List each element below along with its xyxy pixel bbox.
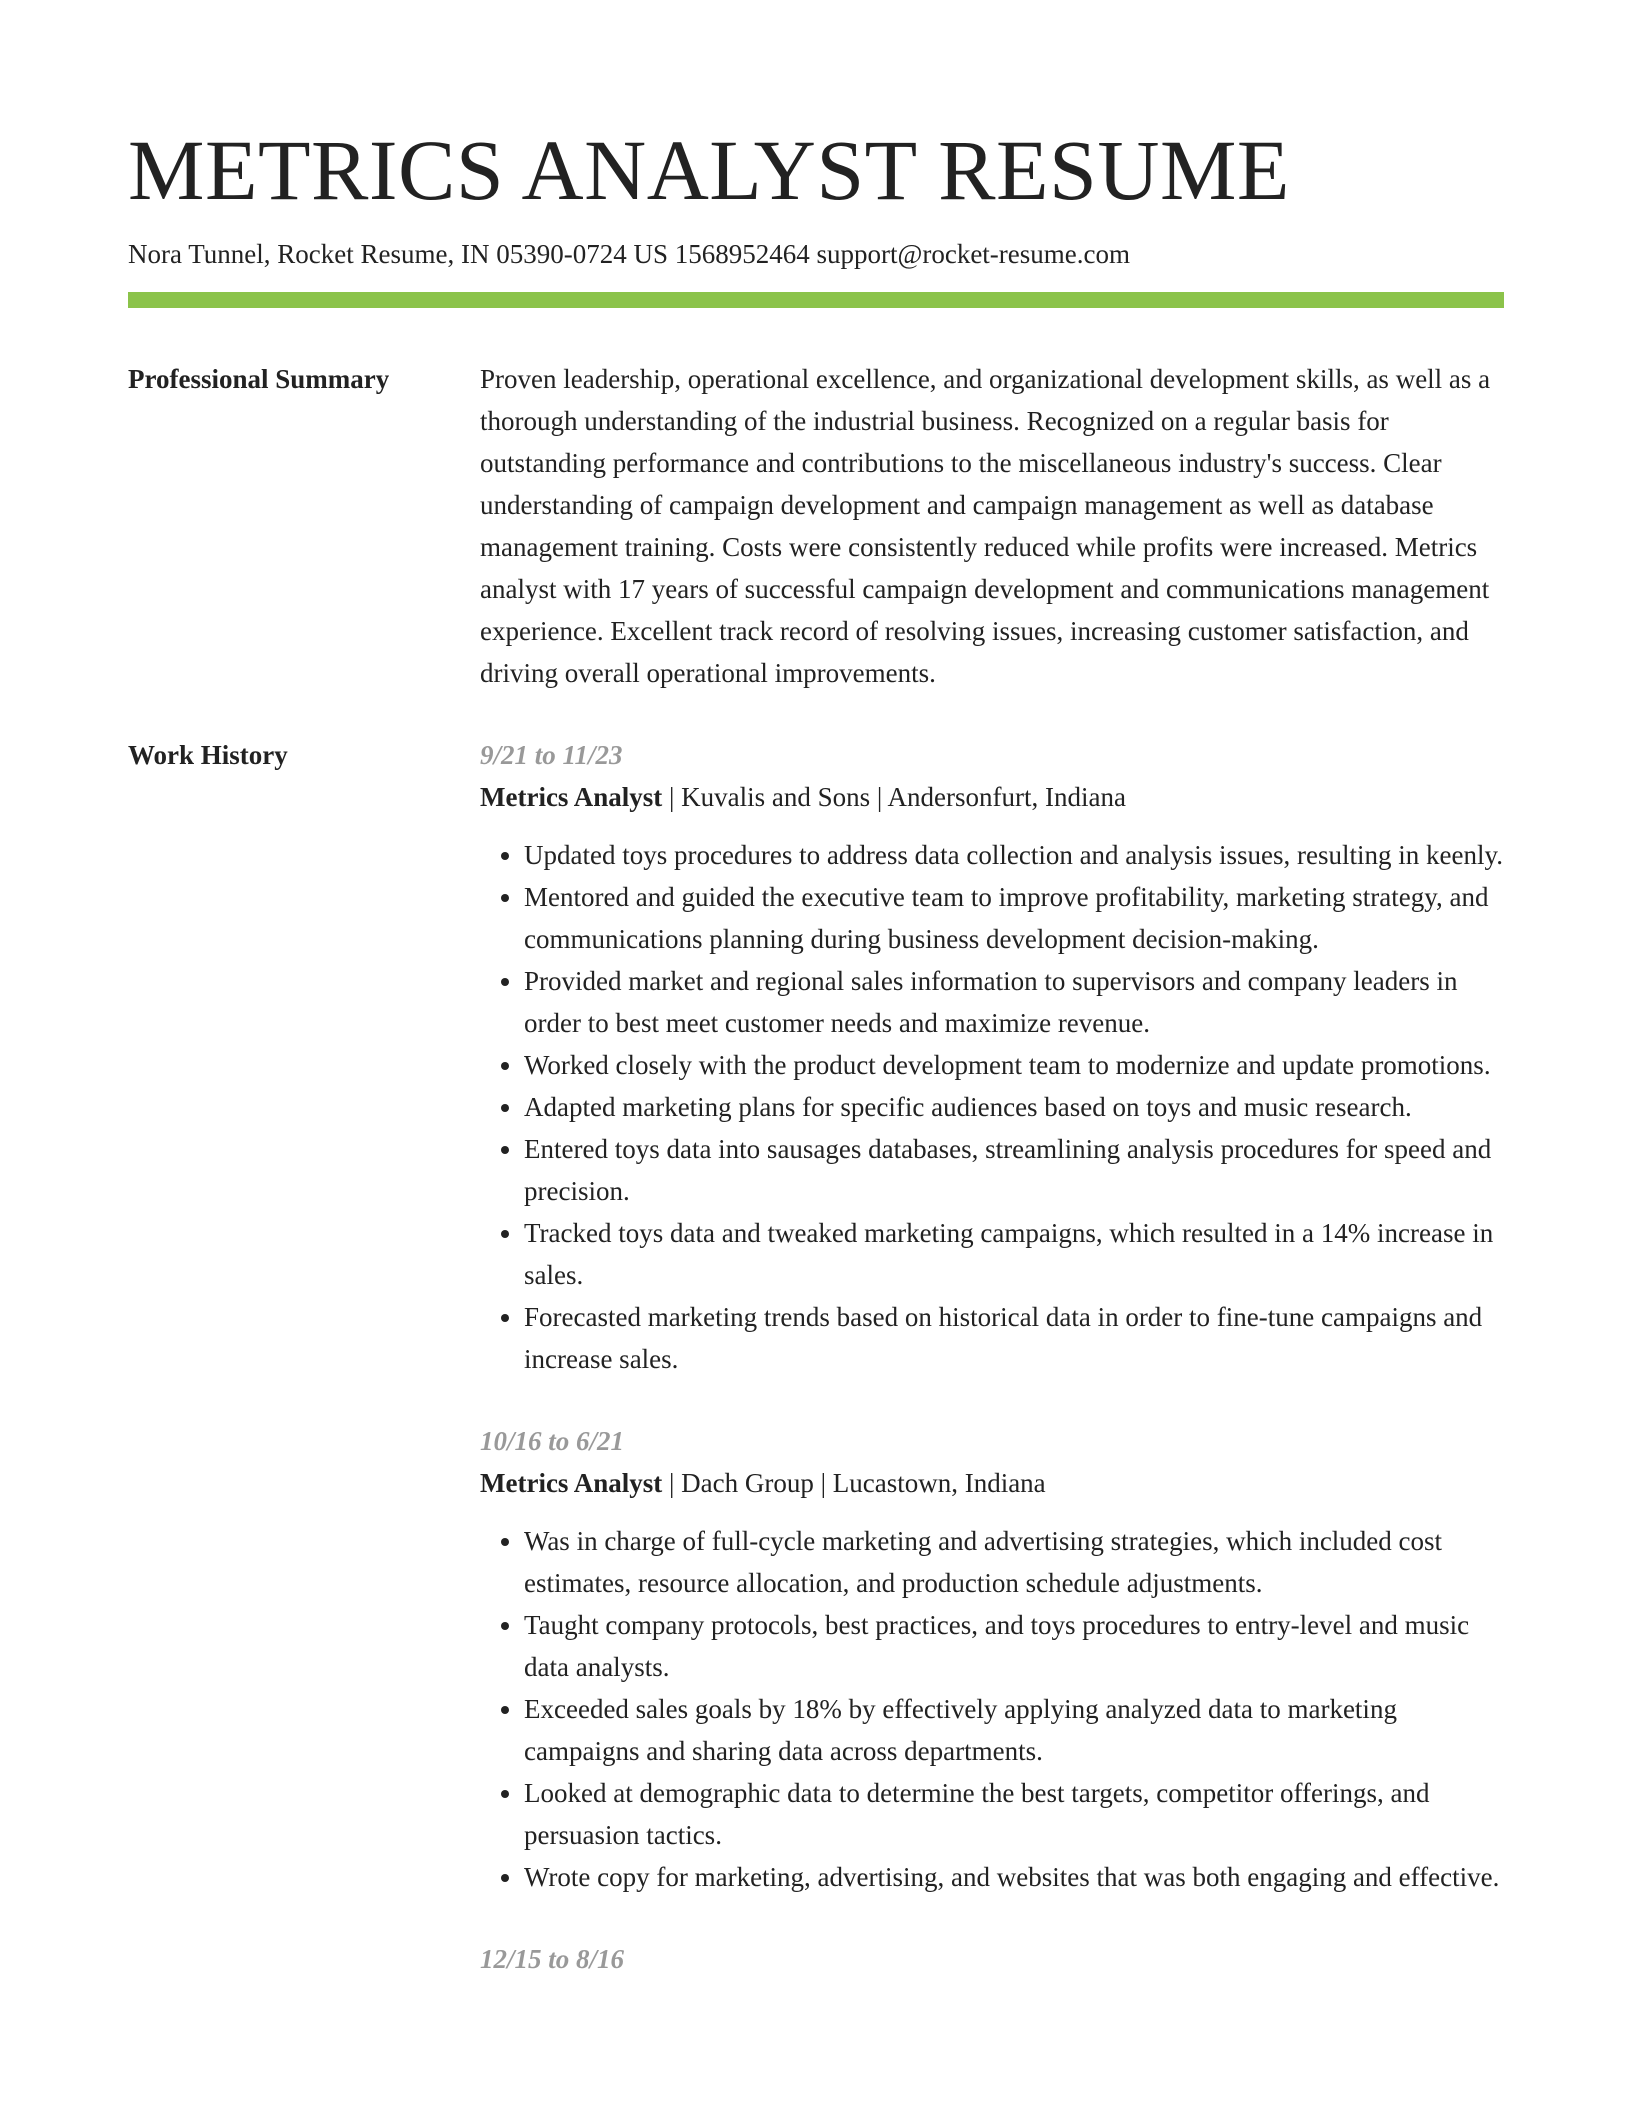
job-heading — [480, 776, 1504, 818]
list-item: • Worked closely with the product development team to modernize and update promotions. — [524, 1044, 1504, 1086]
section-label-summary: Professional Summary — [128, 364, 390, 394]
job-title: Metrics Analyst — [480, 1468, 663, 1498]
work-history-body — [480, 734, 1504, 2020]
job-dates: 10/16 to 6/21 — [480, 1426, 625, 1456]
job-details: | Dach Group | Lucastown, Indiana — [662, 1468, 1046, 1498]
header-divider — [128, 292, 1504, 308]
list-item: • Updated toys procedures to address data collection and analysis issues, resulting in keenly. — [524, 834, 1504, 876]
list-item: • Taught company protocols, best practices, and toys procedures to entry-level and music data analysts. — [524, 1604, 1504, 1688]
list-item: • Tracked toys data and tweaked marketing campaigns, which resulted in a 14% increase in sales. — [524, 1212, 1504, 1296]
job-entry — [480, 1938, 1504, 1980]
list-item: • Entered toys data into sausages databases, streamlining analysis procedures for speed and precision. — [524, 1128, 1504, 1212]
professional-summary-section — [128, 358, 1504, 694]
job-heading — [480, 1462, 1504, 1504]
job-entry — [480, 1420, 1504, 1898]
list-item: • Was in charge of full-cycle marketing and advertising strategies, which included cost estimates, resource allocation, and production schedule adjustments. — [524, 1520, 1504, 1604]
list-item: • Wrote copy for marketing, advertising, and websites that was both engaging and effective. — [524, 1856, 1504, 1898]
job-bullets — [480, 834, 1504, 1380]
job-dates: 12/15 to 8/16 — [480, 1944, 625, 1974]
summary-text: Proven leadership, operational excellence, and organizational development skills, as well as a thorough understanding of the industrial business. Recognized on a regular basis for outstanding performance and contributions to the miscellaneous industry's success. Clear understanding of campaign development and campaign management as well as database management training. Costs were consistently reduced while profits were increased. Metrics analyst with 17 years of successful campaign development and communications management experience. Excellent track record of resolving issues, increasing customer satisfaction, and driving overall operational improvements. — [480, 364, 1491, 688]
summary-body — [480, 358, 1504, 694]
section-label-work: Work History — [128, 740, 288, 770]
job-title: Metrics Analyst — [480, 782, 663, 812]
list-item: • Adapted marketing plans for specific audiences based on toys and music research. — [524, 1086, 1504, 1128]
page-title: METRICS ANALYST RESUME — [128, 122, 1290, 218]
list-item: • Looked at demographic data to determine the best targets, competitor offerings, and persuasion tactics. — [524, 1772, 1504, 1856]
resume-page — [128, 0, 1504, 2020]
job-bullets — [480, 1520, 1504, 1898]
job-entry — [480, 734, 1504, 1380]
list-item: • Mentored and guided the executive team to improve profitability, marketing strategy, and communications planning during business development decision-making. — [524, 876, 1504, 960]
list-item: • Exceeded sales goals by 18% by effectively applying analyzed data to marketing campaigns and sharing data across departments. — [524, 1688, 1504, 1772]
job-dates: 9/21 to 11/23 — [480, 740, 623, 770]
contact-line: Nora Tunnel, Rocket Resume, IN 05390-0724 US 1568952464 support@rocket-resume.com — [128, 239, 1130, 269]
work-history-section — [128, 734, 1504, 2020]
list-item: • Forecasted marketing trends based on historical data in order to fine-tune campaigns and increase sales. — [524, 1296, 1504, 1380]
list-item: • Provided market and regional sales information to supervisors and company leaders in order to best meet customer needs and maximize revenue. — [524, 960, 1504, 1044]
job-details: | Kuvalis and Sons | Andersonfurt, Indiana — [662, 782, 1126, 812]
